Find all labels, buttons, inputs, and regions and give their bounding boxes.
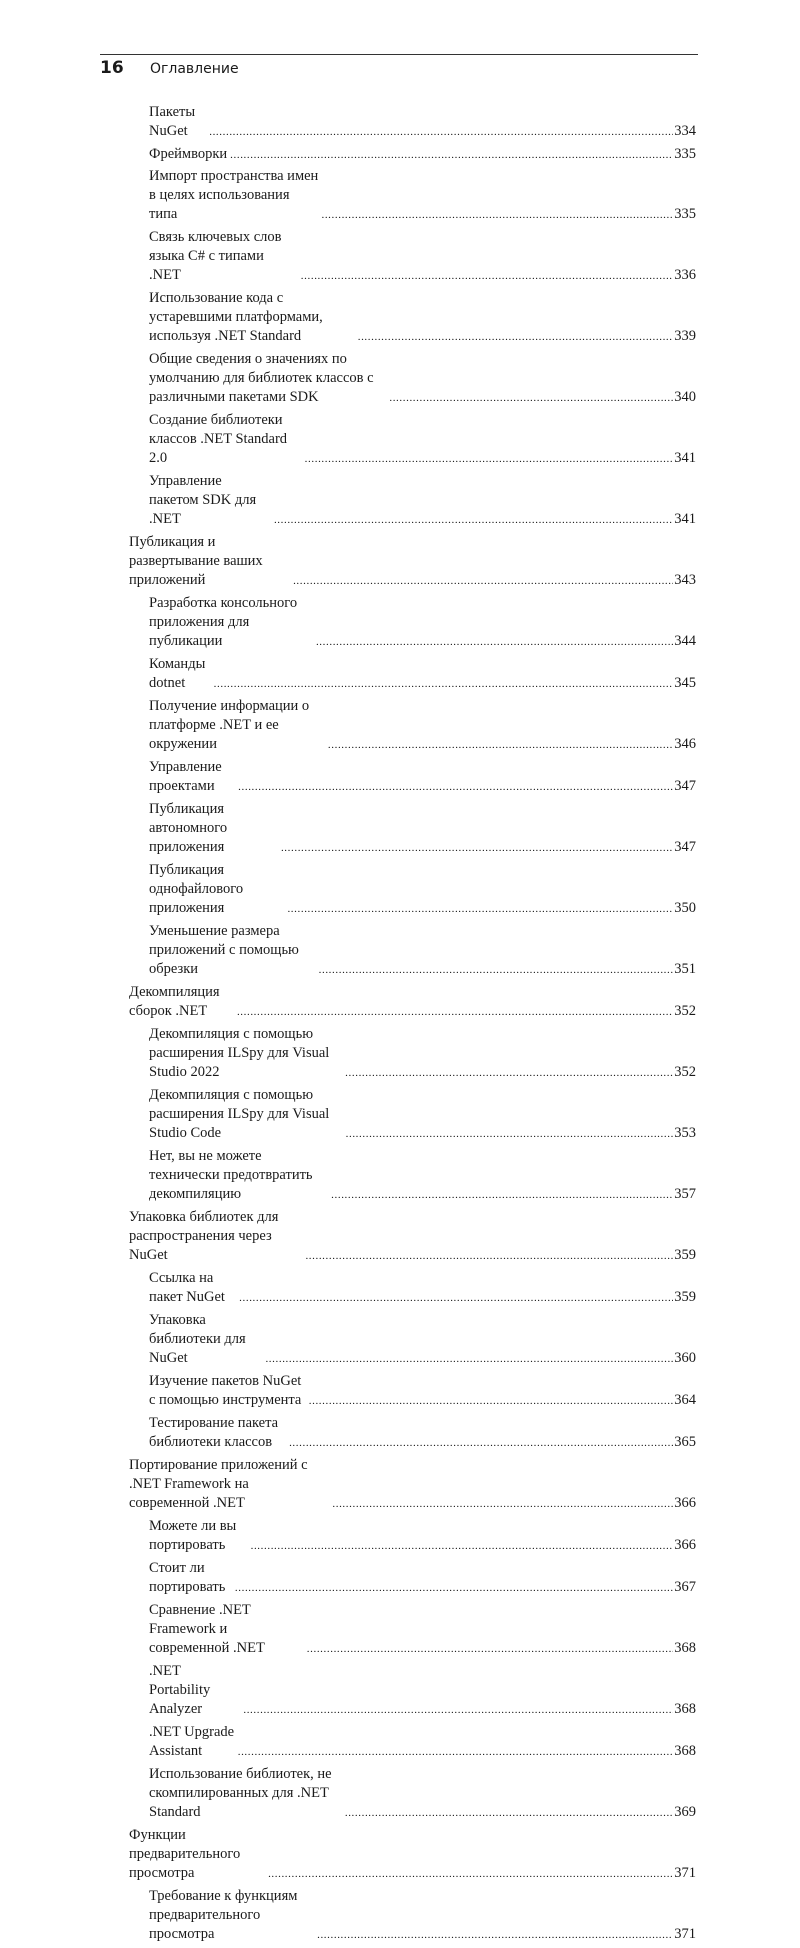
toc-entry[interactable] — [129, 1765, 696, 1822]
toc-entry-title: Декомпиляция сборок .NET — [129, 984, 220, 1020]
dot-leader — [389, 393, 673, 403]
toc-entry[interactable] — [129, 533, 696, 590]
toc-entry-title: Создание библиотеки классов .NET Standard 2.0 — [149, 412, 288, 467]
toc-entry-title: Связь ключевых слов языка C# с типами .NET — [149, 229, 282, 284]
dot-leader — [328, 740, 673, 750]
dot-leader — [243, 1705, 673, 1715]
dot-leader — [321, 210, 673, 220]
toc-entry[interactable] — [129, 472, 696, 529]
dot-leader — [305, 454, 674, 464]
toc-entry-title: .NET Upgrade Assistant — [149, 1724, 235, 1760]
toc-entry[interactable] — [129, 1723, 696, 1761]
toc-entry-page: 365 — [674, 1434, 696, 1451]
dot-leader — [358, 332, 674, 342]
toc-entry-page: 351 — [674, 961, 696, 978]
table-of-contents — [129, 103, 696, 1948]
dot-leader — [345, 1808, 673, 1818]
dot-leader — [239, 1293, 673, 1303]
toc-entry-page: 371 — [674, 1926, 696, 1943]
toc-entry[interactable] — [129, 1147, 696, 1204]
toc-entry-page: 347 — [674, 839, 696, 856]
toc-entry[interactable] — [129, 350, 696, 407]
toc-entry-title: Управление пакетом SDK для .NET — [149, 473, 257, 528]
toc-entry-title: Декомпиляция с помощью расширения ILSpy для Visual Studio 2022 — [149, 1026, 330, 1081]
toc-entry-title: Ссылка на пакет NuGet — [149, 1270, 225, 1306]
toc-entry-title: Упаковка библиотеки для NuGet — [149, 1312, 246, 1367]
toc-entry[interactable] — [129, 800, 696, 857]
toc-entry[interactable] — [129, 594, 696, 651]
toc-entry-title: Общие сведения о значениях по умолчанию для библиотек классов с различными пакетами SDK — [149, 351, 374, 406]
toc-entry-title: Декомпиляция с помощью расширения ILSpy для Visual Studio Code — [149, 1087, 330, 1142]
toc-entry[interactable] — [129, 922, 696, 979]
toc-entry-page: 360 — [674, 1350, 696, 1367]
dot-leader — [346, 1129, 674, 1139]
toc-entry-title: Управление проектами — [149, 759, 222, 795]
toc-entry-page: 352 — [674, 1003, 696, 1020]
toc-entry[interactable] — [129, 861, 696, 918]
toc-entry-page: 368 — [674, 1701, 696, 1718]
dot-leader — [251, 1541, 674, 1551]
toc-entry-page: 364 — [674, 1392, 696, 1409]
dot-leader — [281, 843, 673, 853]
toc-entry-page: 366 — [674, 1537, 696, 1554]
toc-entry-title: Сравнение .NET Framework и современной .NET — [149, 1602, 265, 1657]
page-header — [100, 58, 698, 82]
header-rule — [100, 54, 698, 55]
toc-entry[interactable] — [129, 655, 696, 693]
toc-entry-page: 369 — [674, 1804, 696, 1821]
dot-leader — [301, 271, 673, 281]
toc-entry-title: .NET Portability Analyzer — [149, 1663, 211, 1718]
dot-leader — [230, 150, 673, 160]
toc-entry-page: 359 — [674, 1289, 696, 1306]
toc-entry-title: Уменьшение размера приложений с помощью обрезки — [149, 923, 299, 978]
toc-entry-title: Нет, вы не можете технически предотвратить декомпиляцию — [149, 1148, 313, 1203]
dot-leader — [214, 679, 674, 689]
toc-entry[interactable] — [129, 1887, 696, 1944]
toc-entry[interactable] — [129, 103, 696, 141]
toc-entry-page: 341 — [674, 511, 696, 528]
dot-leader — [316, 637, 673, 647]
toc-entry-page: 346 — [674, 736, 696, 753]
dot-leader — [274, 515, 673, 525]
toc-entry[interactable] — [129, 697, 696, 754]
toc-entry[interactable] — [129, 411, 696, 468]
toc-entry-page: 341 — [674, 450, 696, 467]
dot-leader — [317, 1930, 673, 1940]
dot-leader — [238, 782, 673, 792]
toc-entry[interactable] — [129, 1208, 696, 1265]
toc-entry[interactable] — [129, 145, 696, 164]
toc-entry-title: Публикация автономного приложения — [149, 801, 228, 856]
toc-entry[interactable] — [129, 228, 696, 285]
toc-entry-page: 350 — [674, 900, 696, 917]
toc-entry-page: 359 — [674, 1247, 696, 1264]
toc-entry-page: 334 — [674, 123, 696, 139]
toc-entry-page: 339 — [674, 328, 696, 345]
toc-entry-title: Разработка консольного приложения для публикации — [149, 595, 298, 650]
running-title: Оглавление — [150, 61, 239, 77]
toc-entry-page: 368 — [674, 1640, 696, 1657]
toc-entry-title: Стоит ли портировать — [149, 1560, 226, 1596]
toc-entry[interactable] — [129, 983, 696, 1021]
toc-entry-page: 335 — [674, 146, 696, 162]
toc-entry-title: Упаковка библиотек для распространения через NuGet — [129, 1209, 279, 1264]
toc-entry-title: Публикация и развертывание ваших приложений — [129, 534, 263, 589]
toc-entry-page: 367 — [674, 1579, 696, 1596]
dot-leader — [345, 1068, 673, 1078]
dot-leader — [235, 1583, 673, 1593]
toc-entry-title: Команды dotnet — [149, 656, 206, 692]
toc-entry-page: 368 — [674, 1743, 696, 1760]
dot-leader — [268, 1869, 673, 1879]
dot-leader — [319, 965, 674, 975]
dot-leader — [307, 1644, 673, 1654]
toc-entry-page: 335 — [674, 206, 696, 223]
toc-entry-title: Требование к функциям предварительного просмотра — [149, 1888, 298, 1943]
dot-leader — [209, 127, 673, 137]
toc-entry-title: Можете ли вы портировать — [149, 1518, 237, 1554]
dot-leader — [287, 904, 673, 914]
dot-leader — [331, 1190, 673, 1200]
toc-entry-title: Получение информации о платформе .NET и ее окружении — [149, 698, 310, 753]
toc-entry[interactable] — [129, 167, 696, 224]
dot-leader — [309, 1396, 674, 1406]
toc-entry-page: 344 — [674, 633, 696, 650]
toc-entry-page: 345 — [674, 675, 696, 692]
toc-entry-page: 340 — [674, 389, 696, 406]
toc-entry-page: 343 — [674, 572, 696, 589]
toc-entry-title: Изучение пакетов NuGet с помощью инструмента — [149, 1373, 302, 1409]
toc-entry[interactable] — [129, 1517, 696, 1555]
toc-entry-title: Использование кода с устаревшими платформами, используя .NET Standard — [149, 290, 323, 345]
toc-entry-title: Портирование приложений с .NET Framework на современной .NET — [129, 1457, 308, 1512]
dot-leader — [237, 1007, 673, 1017]
dot-leader — [293, 576, 673, 586]
toc-entry-page: 366 — [674, 1495, 696, 1512]
toc-entry-title: Тестирование пакета библиотеки классов — [149, 1415, 279, 1451]
dot-leader — [305, 1251, 673, 1261]
toc-entry[interactable] — [129, 1269, 696, 1307]
toc-entry-title: Пакеты NuGet — [149, 104, 196, 139]
toc-entry-title: Публикация однофайлового приложения — [149, 862, 244, 917]
toc-entry[interactable] — [129, 758, 696, 796]
toc-entry-page: 347 — [674, 778, 696, 795]
toc-entry-page: 353 — [674, 1125, 696, 1142]
toc-entry[interactable] — [129, 1662, 696, 1719]
toc-entry[interactable] — [129, 1559, 696, 1597]
toc-entry[interactable] — [129, 1372, 696, 1410]
toc-entry-title: Использование библиотек, не скомпилированных для .NET Standard — [149, 1766, 332, 1821]
toc-entry[interactable] — [129, 1311, 696, 1368]
toc-entry-title: Фреймворки — [149, 146, 228, 162]
toc-entry[interactable] — [129, 1601, 696, 1658]
toc-entry-page: 336 — [674, 267, 696, 284]
dot-leader — [332, 1499, 673, 1509]
toc-entry[interactable] — [129, 1025, 696, 1082]
toc-entry-title: Функции предварительного просмотра — [129, 1827, 241, 1882]
toc-entry-page: 371 — [674, 1865, 696, 1882]
dot-leader — [289, 1438, 673, 1448]
dot-leader — [238, 1747, 674, 1757]
toc-entry[interactable] — [129, 1826, 696, 1883]
page-number: 16 — [100, 58, 124, 78]
toc-entry-title: Импорт пространства имен в целях использования типа — [149, 168, 319, 223]
toc-entry[interactable] — [129, 1086, 696, 1143]
toc-entry[interactable] — [129, 289, 696, 346]
toc-entry-page: 357 — [674, 1186, 696, 1203]
toc-entry[interactable] — [129, 1414, 696, 1452]
toc-entry[interactable] — [129, 1456, 696, 1513]
dot-leader — [265, 1354, 673, 1364]
toc-entry-page: 352 — [674, 1064, 696, 1081]
